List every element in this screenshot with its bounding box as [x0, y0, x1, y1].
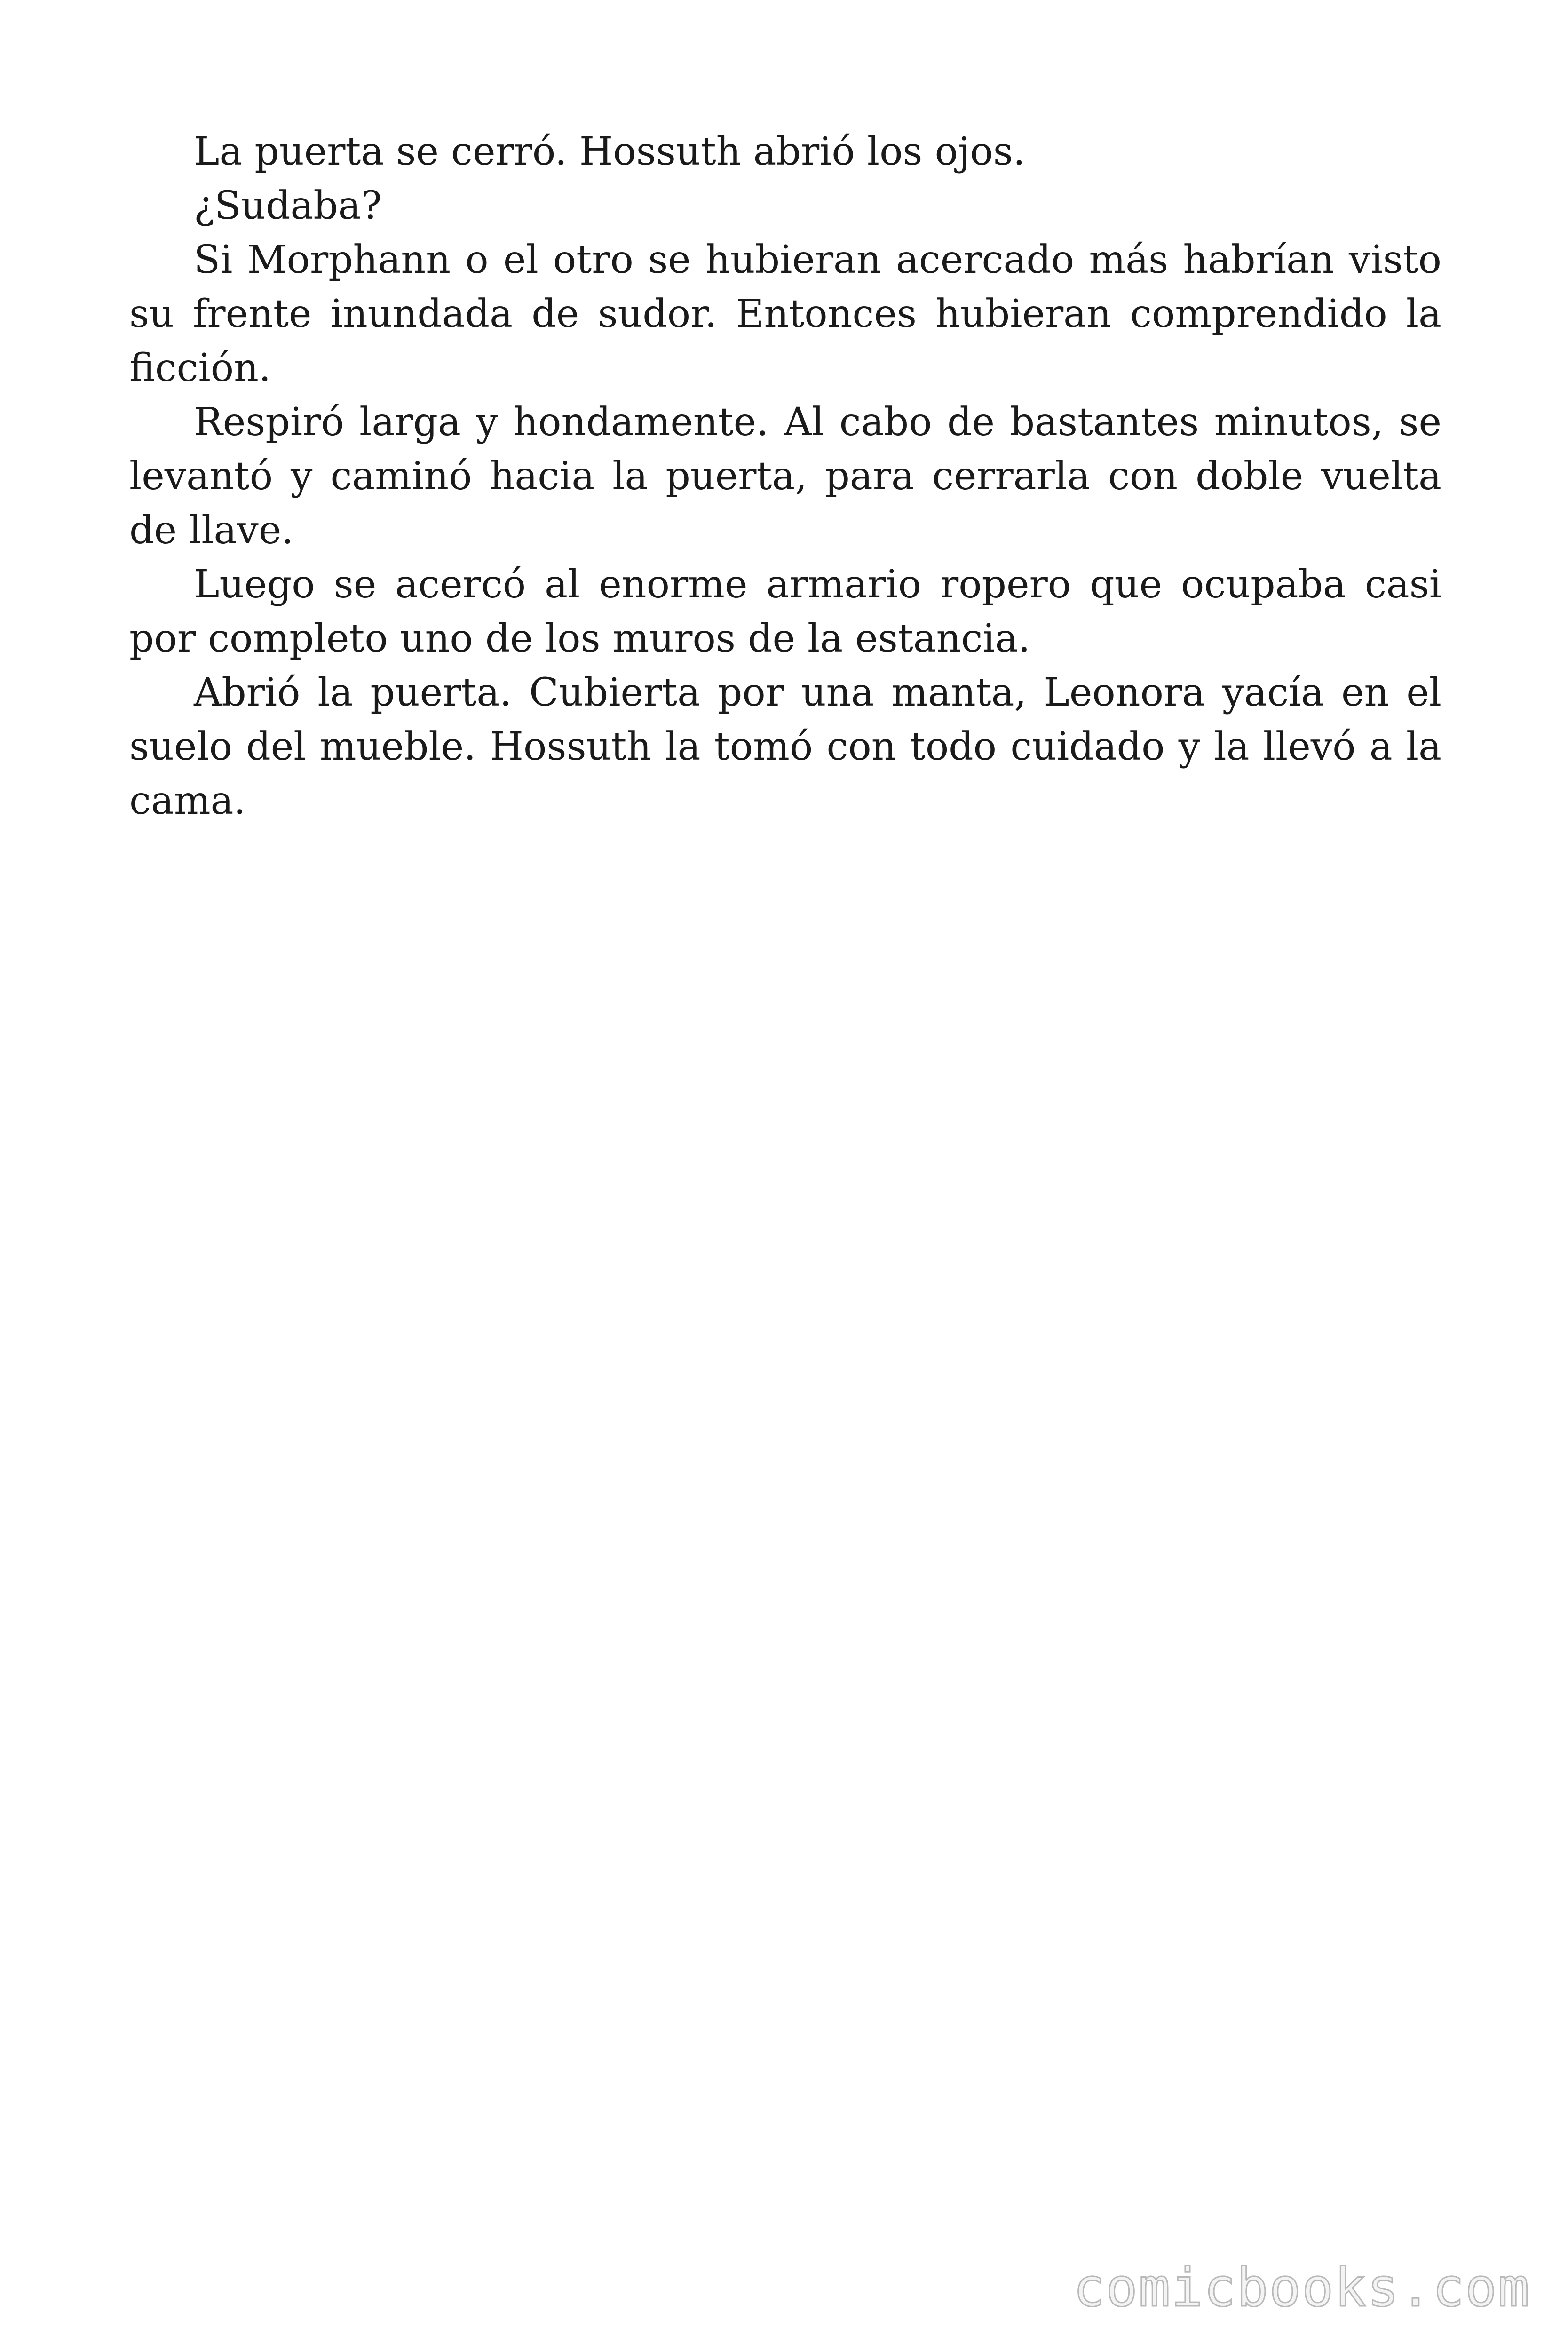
page-text — [129, 125, 1441, 828]
paragraph-5: Luego se acercó al enorme armario ropero que ocupaba casi por completo uno de los muros de la estancia. — [129, 562, 1441, 661]
paragraph-2: ¿Sudaba? — [194, 183, 382, 228]
watermark-logo: comicbooks.com — [1073, 2257, 1530, 2319]
paragraph-1: La puerta se cerró. Hossuth abrió los ojos. — [194, 129, 1025, 174]
paragraph-6: Abrió la puerta. Cubierta por una manta, Leonora yacía en el suelo del mueble. Hossuth la tomó con todo cuidado y la llevó a la cama. — [129, 670, 1441, 823]
paragraph-3: Si Morphann o el otro se hubieran acercado más habrían visto su frente inundada de sudor. Entonces hubieran comprendido la ficción. — [129, 238, 1441, 390]
paragraph-4: Respiró larga y hondamente. Al cabo de bastantes minutos, se levantó y caminó hacia la puerta, para cerrarla con doble vuelta de llave. — [129, 400, 1441, 553]
